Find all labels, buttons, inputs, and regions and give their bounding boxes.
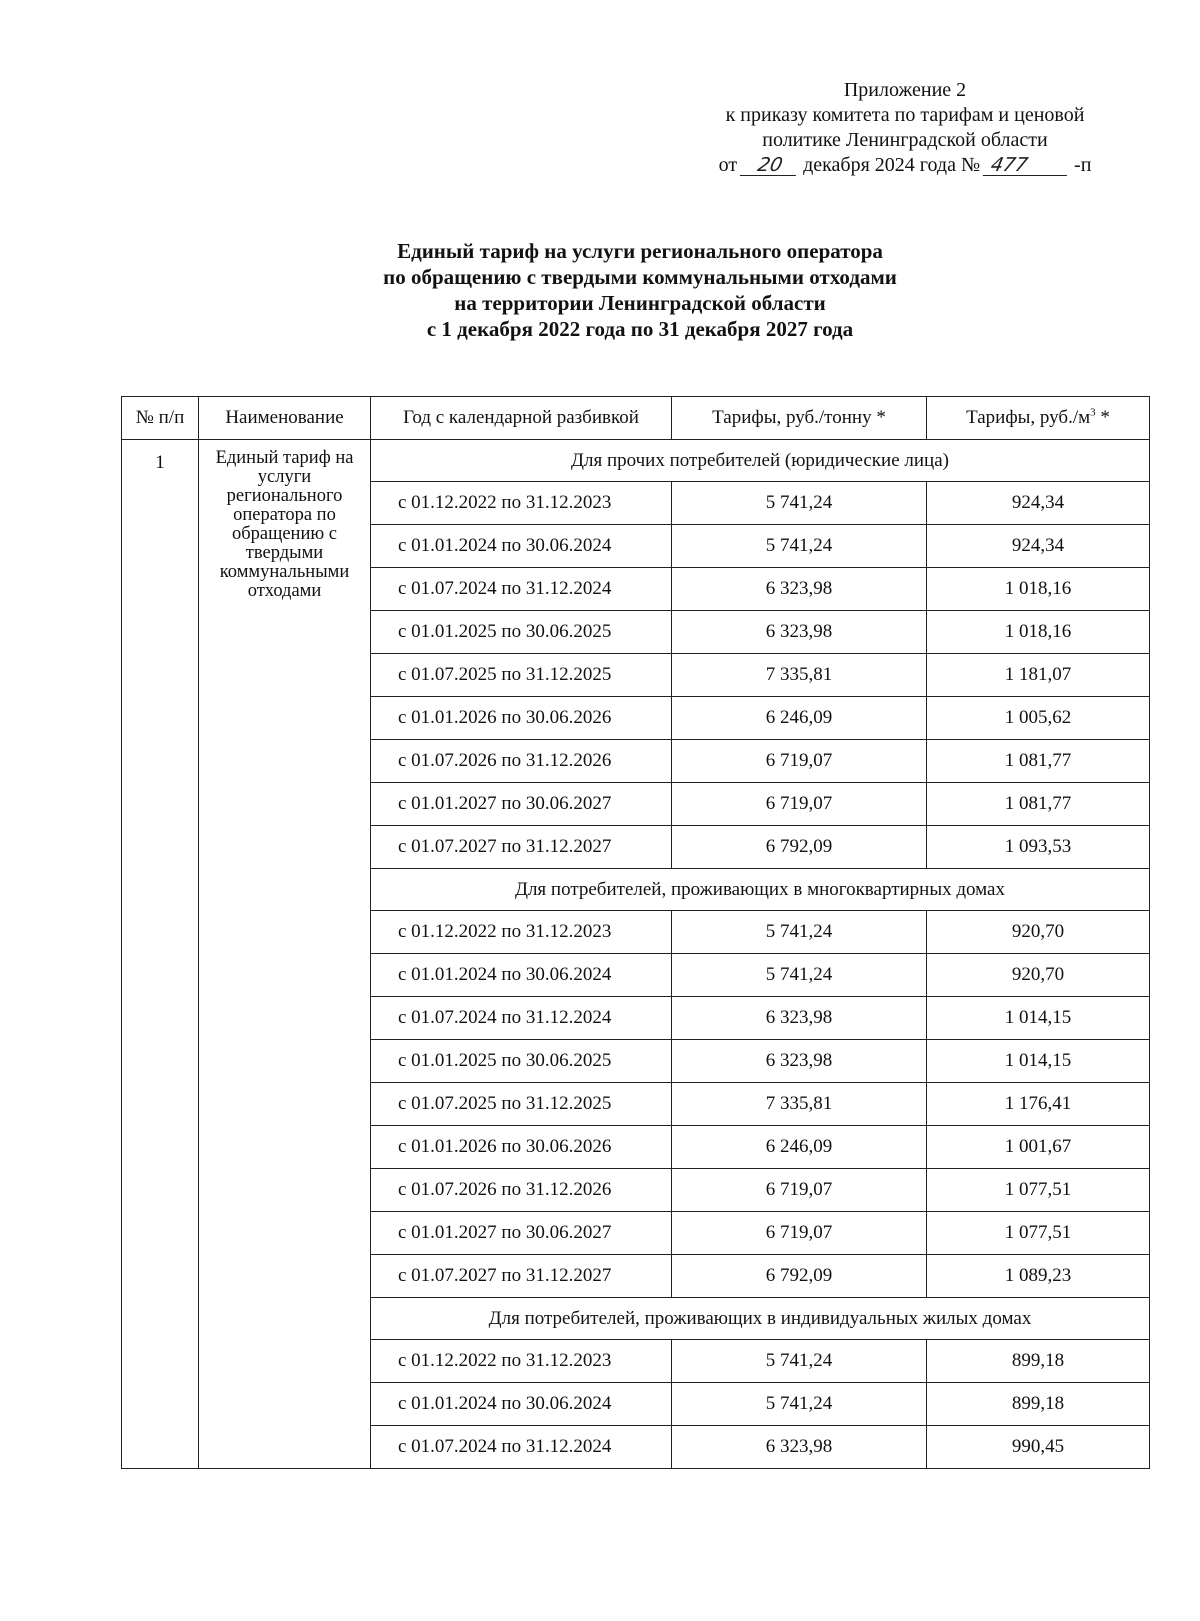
title-line-1: Единый тариф на услуги регионального оператора (397, 239, 883, 263)
group-header-row (122, 440, 1150, 482)
header-tariff-m3-suffix: * (1095, 407, 1110, 428)
tariff-ton-cell: 6 323,98 (672, 1426, 927, 1469)
table-header-row (122, 397, 1150, 440)
tariff-ton-cell: 5 741,24 (672, 482, 927, 525)
period-cell: с 01.01.2026 по 30.06.2026 (371, 1126, 672, 1169)
period-cell: с 01.01.2025 по 30.06.2025 (371, 611, 672, 654)
header-tariff-ton: Тарифы, руб./тонну * (672, 397, 927, 440)
period-cell: с 01.07.2024 по 31.12.2024 (371, 997, 672, 1040)
tariff-m3-cell: 1 005,62 (927, 697, 1150, 740)
title-line-2: по обращению с твердыми коммунальными отходами (383, 265, 897, 289)
tariff-ton-cell: 6 792,09 (672, 1255, 927, 1298)
period-cell: с 01.07.2025 по 31.12.2025 (371, 654, 672, 697)
tariff-m3-cell: 1 018,16 (927, 568, 1150, 611)
appendix-date-line (640, 153, 1170, 178)
title-line-3: на территории Ленинградской области (454, 291, 826, 315)
tariff-ton-cell: 6 323,98 (672, 611, 927, 654)
appendix-committee: политике Ленинградской области (762, 129, 1048, 151)
date-prefix: от (718, 154, 738, 176)
tariff-m3-cell: 1 176,41 (927, 1083, 1150, 1126)
period-cell: с 01.12.2022 по 31.12.2023 (371, 1340, 672, 1383)
consumer-group-title: Для потребителей, проживающих в индивидуальных жилых домах (371, 1298, 1150, 1340)
period-cell: с 01.12.2022 по 31.12.2023 (371, 482, 672, 525)
period-cell: с 01.07.2027 по 31.12.2027 (371, 1255, 672, 1298)
tariff-ton-cell: 6 323,98 (672, 1040, 927, 1083)
header-tariff-m3 (927, 397, 1150, 440)
tariff-m3-cell: 1 181,07 (927, 654, 1150, 697)
period-cell: с 01.01.2026 по 30.06.2026 (371, 697, 672, 740)
tariff-ton-cell: 5 741,24 (672, 1383, 927, 1426)
date-middle: декабря 2024 года № (803, 154, 981, 176)
tariff-m3-cell: 920,70 (927, 954, 1150, 997)
tariff-ton-cell: 6 719,07 (672, 783, 927, 826)
tariff-m3-cell: 1 077,51 (927, 1212, 1150, 1255)
tariff-m3-cell: 1 081,77 (927, 783, 1150, 826)
period-cell: с 01.07.2024 по 31.12.2024 (371, 568, 672, 611)
tariff-m3-cell: 1 081,77 (927, 740, 1150, 783)
tariff-m3-cell: 1 001,67 (927, 1126, 1150, 1169)
header-period: Год с календарной разбивкой (371, 397, 672, 440)
period-cell: с 01.07.2024 по 31.12.2024 (371, 1426, 672, 1469)
tariff-ton-cell: 6 719,07 (672, 1212, 927, 1255)
tariff-m3-cell: 899,18 (927, 1383, 1150, 1426)
tariff-m3-cell: 924,34 (927, 482, 1150, 525)
tariff-ton-cell: 6 719,07 (672, 1169, 927, 1212)
period-cell: с 01.01.2024 по 30.06.2024 (371, 525, 672, 568)
tariff-ton-cell: 6 719,07 (672, 740, 927, 783)
document-title (120, 238, 1160, 342)
header-num: № п/п (122, 397, 199, 440)
tariff-ton-cell: 5 741,24 (672, 1340, 927, 1383)
period-cell: с 01.07.2026 по 31.12.2026 (371, 1169, 672, 1212)
tariff-m3-cell: 1 077,51 (927, 1169, 1150, 1212)
header-tariff-m3-sup: 3 (1090, 406, 1096, 419)
tariff-m3-cell: 990,45 (927, 1426, 1150, 1469)
tariff-ton-cell: 6 792,09 (672, 826, 927, 869)
title-line-4: с 1 декабря 2022 года по 31 декабря 2027 года (426, 317, 854, 341)
tariff-m3-cell: 1 014,15 (927, 1040, 1150, 1083)
tariff-table (121, 396, 1150, 1469)
handwritten-day: 20 (740, 155, 800, 176)
period-cell: с 01.12.2022 по 31.12.2023 (371, 911, 672, 954)
tariff-ton-cell: 7 335,81 (672, 1083, 927, 1126)
tariff-m3-cell: 920,70 (927, 911, 1150, 954)
appendix-header (640, 78, 1170, 178)
row-number: 1 (122, 440, 199, 1469)
period-cell: с 01.07.2026 по 31.12.2026 (371, 740, 672, 783)
tariff-ton-cell: 6 323,98 (672, 568, 927, 611)
period-cell: с 01.01.2027 по 30.06.2027 (371, 1212, 672, 1255)
appendix-order-ref: к приказу комитета по тарифам и ценовой (725, 104, 1085, 126)
header-tariff-m3-prefix: Тарифы, руб./м (966, 407, 1091, 428)
period-cell: с 01.01.2024 по 30.06.2024 (371, 954, 672, 997)
tariff-m3-cell: 1 089,23 (927, 1255, 1150, 1298)
period-cell: с 01.07.2025 по 31.12.2025 (371, 1083, 672, 1126)
tariff-m3-cell: 924,34 (927, 525, 1150, 568)
header-name: Наименование (199, 397, 371, 440)
appendix-number: Приложение 2 (843, 79, 967, 101)
tariff-m3-cell: 1 014,15 (927, 997, 1150, 1040)
consumer-group-title: Для прочих потребителей (юридические лица) (371, 440, 1150, 482)
handwritten-order-number: 477 (983, 155, 1071, 176)
tariff-m3-cell: 1 093,53 (927, 826, 1150, 869)
tariff-name: Единый тариф на услуги регионального оператора по обращению с твердыми коммунальными отходами (199, 440, 371, 1469)
tariff-ton-cell: 5 741,24 (672, 525, 927, 568)
consumer-group-title: Для потребителей, проживающих в многоквартирных домах (371, 869, 1150, 911)
tariff-ton-cell: 6 323,98 (672, 997, 927, 1040)
table-body (122, 440, 1150, 1469)
period-cell: с 01.01.2025 по 30.06.2025 (371, 1040, 672, 1083)
tariff-ton-cell: 5 741,24 (672, 954, 927, 997)
tariff-ton-cell: 6 246,09 (672, 697, 927, 740)
tariff-ton-cell: 7 335,81 (672, 654, 927, 697)
tariff-ton-cell: 6 246,09 (672, 1126, 927, 1169)
tariff-ton-cell: 5 741,24 (672, 911, 927, 954)
period-cell: с 01.07.2027 по 31.12.2027 (371, 826, 672, 869)
period-cell: с 01.01.2027 по 30.06.2027 (371, 783, 672, 826)
period-cell: с 01.01.2024 по 30.06.2024 (371, 1383, 672, 1426)
tariff-m3-cell: 899,18 (927, 1340, 1150, 1383)
tariff-m3-cell: 1 018,16 (927, 611, 1150, 654)
date-suffix: -п (1074, 154, 1092, 176)
